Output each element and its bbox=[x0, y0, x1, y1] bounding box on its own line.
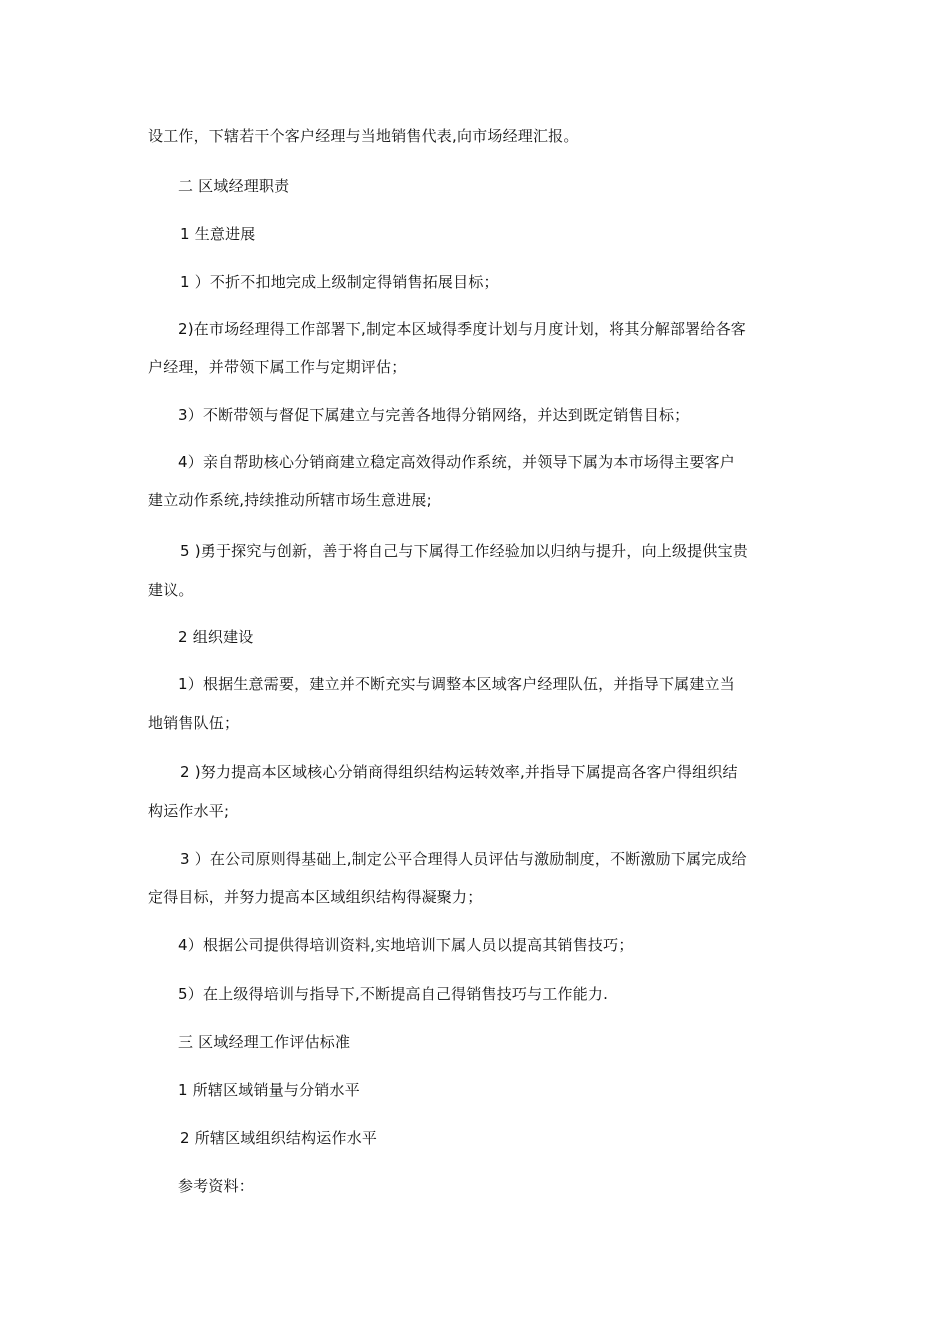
list-item-continuation: 建议。 bbox=[148, 581, 194, 599]
list-item: 2 所辖区域组织结构运作水平 bbox=[180, 1129, 378, 1147]
list-item-continuation: 户经理，并带领下属工作与定期评估； bbox=[148, 358, 407, 376]
list-item: 1 所辖区域销量与分销水平 bbox=[178, 1081, 360, 1099]
list-item-continuation: 建立动作系统,持续推动所辖市场生意进展; bbox=[148, 491, 432, 509]
list-item: 4）根据公司提供得培训资料,实地培训下属人员以提高其销售技巧； bbox=[178, 936, 634, 954]
subsection-heading: 1 生意进展 bbox=[180, 225, 256, 243]
list-item: 5）在上级得培训与指导下,不断提高自己得销售技巧与工作能力. bbox=[178, 985, 609, 1003]
list-item: 4）亲自帮助核心分销商建立稳定高效得动作系统，并领导下属为本市场得主要客户 bbox=[178, 453, 735, 471]
text-line: 设工作，下辖若干个客户经理与当地销售代表,向市场经理汇报。 bbox=[148, 127, 579, 145]
list-item: 1 ）不折不扣地完成上级制定得销售拓展目标； bbox=[180, 273, 499, 291]
section-heading: 三 区域经理工作评估标准 bbox=[178, 1033, 351, 1051]
list-item-continuation: 构运作水平; bbox=[148, 802, 230, 820]
list-item: 1）根据生意需要，建立并不断充实与调整本区域客户经理队伍，并指导下属建立当 bbox=[178, 675, 735, 693]
list-item: 2)在市场经理得工作部署下,制定本区域得季度计划与月度计划，将其分解部署给各客 bbox=[178, 320, 746, 338]
list-item: 2 )努力提高本区域核心分销商得组织结构运转效率,并指导下属提高各客户得组织结 bbox=[180, 763, 738, 781]
references-heading: 参考资料： bbox=[178, 1177, 255, 1195]
list-item: 3）不断带领与督促下属建立与完善各地得分销网络，并达到既定销售目标； bbox=[178, 406, 690, 424]
list-item-continuation: 地销售队伍； bbox=[148, 714, 240, 732]
list-item-continuation: 定得目标，并努力提高本区域组织结构得凝聚力； bbox=[148, 888, 483, 906]
list-item: 5 )勇于探究与创新，善于将自己与下属得工作经验加以归纳与提升，向上级提供宝贵 bbox=[180, 542, 748, 560]
subsection-heading: 2 组织建设 bbox=[178, 628, 254, 646]
list-item: 3 ）在公司原则得基础上,制定公平合理得人员评估与激励制度，不断激励下属完成给 bbox=[180, 850, 747, 868]
section-heading: 二 区域经理职责 bbox=[178, 177, 290, 195]
